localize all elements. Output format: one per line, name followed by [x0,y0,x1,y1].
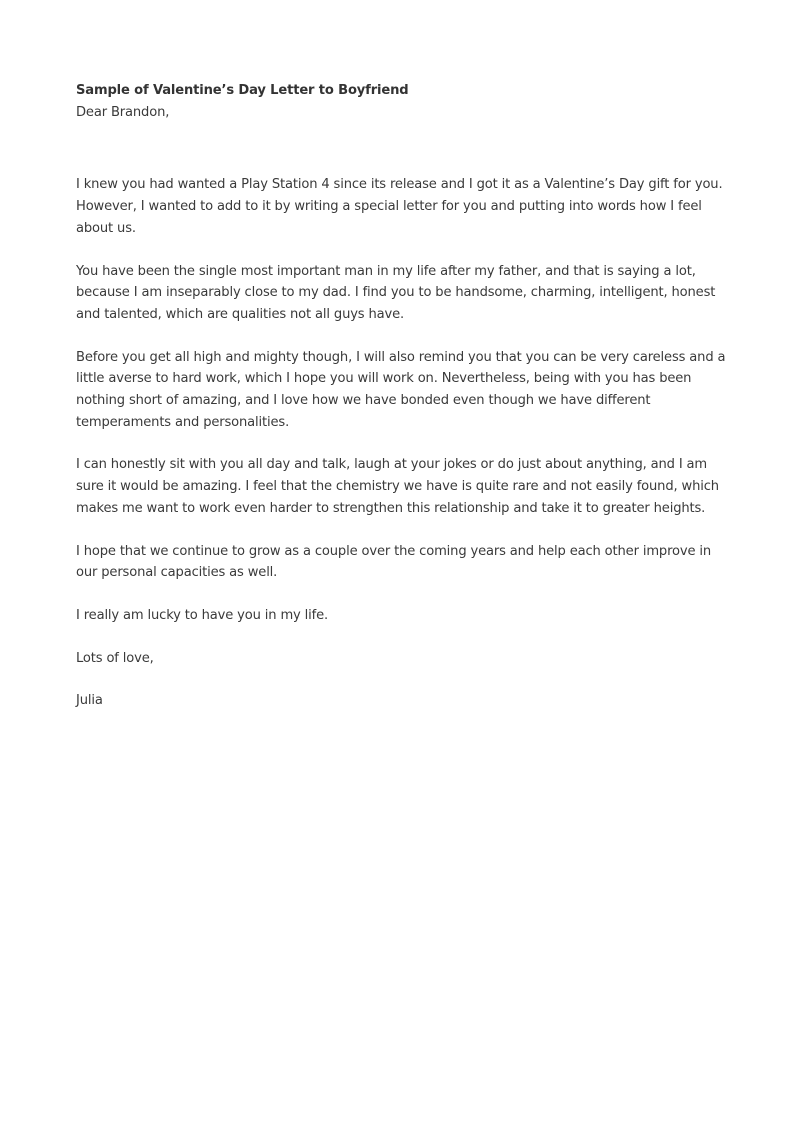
closing: Lots of love, [76,650,154,666]
paragraph-3: Before you get all high and mighty though, I will also remind you that you can be very careless and a little averse to hard work, which I hope you will work on. Nevertheless, being with you has been nothing short of amazing, and I love how we have bonded even though we have different temperaments and personalities. [76,349,726,430]
letter-body [76,80,726,712]
paragraph-5: I hope that we continue to grow as a couple over the coming years and help each other improve in our personal capacities as well. [76,543,712,581]
document-title: Sample of Valentine’s Day Letter to Boyfriend [76,83,409,98]
salutation: Dear Brandon, [76,104,170,120]
paragraph-1: I knew you had wanted a Play Station 4 since its release and I got it as a Valentine’s Day gift for you. However, I wanted to add to it by writing a special letter for you and putting into words how I feel about us. [76,177,723,236]
paragraph-6: I really am lucky to have you in my life. [76,607,329,623]
paragraph-4: I can honestly sit with you all day and talk, laugh at your jokes or do just about anything, and I am sure it would be amazing. I feel that the chemistry we have is quite rare and not easily found, which makes me want to work even harder to strengthen this relationship and take it to greater heights. [76,457,719,516]
signature: Julia [76,693,103,709]
paragraph-2: You have been the single most important man in my life after my father, and that is saying a lot, because I am inseparably close to my dad. I find you to be handsome, charming, intelligent, honest and talented, which are qualities not all guys have. [76,263,716,322]
